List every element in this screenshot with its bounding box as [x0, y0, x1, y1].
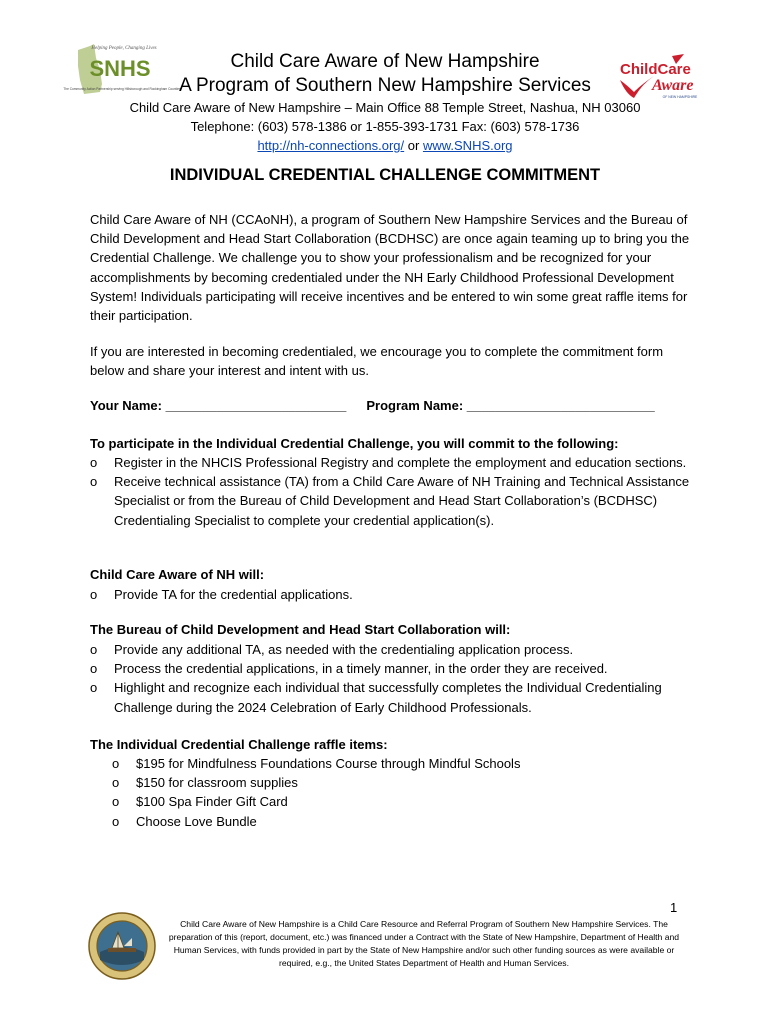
- list-item-text: Register in the NHCIS Professional Registry and complete the employment and education sections.: [114, 455, 687, 470]
- bullet-icon: o: [90, 661, 98, 677]
- bullet-icon: o: [112, 794, 120, 810]
- snhs-link[interactable]: www.SNHS.org: [422, 138, 513, 153]
- bullet-icon: o: [90, 474, 98, 490]
- list-item: [90, 453, 690, 472]
- links-line: [0, 137, 770, 155]
- links-separator: or: [404, 138, 423, 153]
- bullet-icon: o: [112, 775, 120, 791]
- bureau-heading: The Bureau of Child Development and Head Start Collaboration will:: [90, 622, 511, 637]
- nh-state-seal-icon: [88, 912, 156, 980]
- list-item: [90, 678, 690, 716]
- bullet-icon: o: [90, 587, 98, 602]
- bullet-icon: o: [90, 680, 98, 696]
- list-item-text: Receive technical assistance (TA) from a Child Care Aware of NH Training and Technical Assistance Specialist or from the Bureau of Child Development and Head Start Collaboration’s (BCDHSC) Credentialing Specialist to complete your credential application(s).: [114, 474, 690, 528]
- raffle-list: [112, 754, 672, 831]
- commit-heading: To participate in the Individual Credential Challenge, you will commit to the following:: [90, 436, 619, 451]
- commit-list: [90, 453, 690, 530]
- phone-line: Telephone: (603) 578-1386 or 1-855-393-1731 Fax: (603) 578-1736: [190, 119, 580, 134]
- list-item-text: Choose Love Bundle: [136, 813, 257, 829]
- program-name-field[interactable]: Program Name: __________________________: [366, 398, 655, 413]
- list-item: [112, 773, 672, 792]
- list-item: [112, 812, 672, 831]
- list-item-text: Highlight and recognize each individual that successfully completes the Individual Credentialing Challenge during the 2024 Celebration of Early Childhood Professionals.: [114, 680, 662, 715]
- ccaware-heading: Child Care Aware of NH will:: [90, 567, 265, 582]
- bullet-icon: o: [112, 756, 120, 771]
- ccaware-list: [90, 585, 690, 604]
- list-item-text: $195 for Mindfulness Foundations Course through Mindful Schools: [136, 756, 521, 771]
- list-item-text: $150 for classroom supplies: [136, 775, 298, 791]
- snhs-name: SNHS: [89, 56, 151, 81]
- cca-name-top: ChildCare: [620, 61, 691, 78]
- org-title: Child Care Aware of New Hampshire: [230, 51, 540, 72]
- list-item: [90, 640, 690, 659]
- list-item: [112, 754, 672, 773]
- org-subtitle: A Program of Southern New Hampshire Services: [179, 75, 591, 96]
- bullet-icon: o: [112, 813, 120, 829]
- nh-connections-link[interactable]: http://nh-connections.org/: [257, 138, 405, 153]
- bullet-icon: o: [90, 455, 98, 470]
- snhs-subtext: The Community Action Partnership serving Hillsborough and Rockingham Counties: [63, 87, 181, 91]
- footer-disclaimer: Child Care Aware of New Hampshire is a Child Care Resource and Referral Program of Southern New Hampshire Services. The preparation of this (report, document, etc.) was financed under a Contract with the State of New Hampshire, Department of Health and Human Services, with funds provided in part by the State of New Hampshire and/or such other funding sources as were available or required, e.g., the United States Department of Health and Human Services.: [168, 919, 680, 968]
- your-name-field[interactable]: Your Name: _________________________: [90, 398, 347, 413]
- office-address: Child Care Aware of New Hampshire – Main Office 88 Temple Street, Nashua, NH 03060: [129, 100, 641, 115]
- list-item: [112, 792, 672, 811]
- list-item-text: Provide TA for the credential applications.: [114, 587, 353, 602]
- list-item-text: Provide any additional TA, as needed with the credentialing application process.: [114, 642, 574, 657]
- raffle-heading: The Individual Credential Challenge raffle items:: [90, 737, 388, 752]
- list-item: [90, 585, 690, 604]
- snhs-tagline: Helping People, Changing Lives: [91, 46, 157, 51]
- cca-sub: OF NEW HAMPSHIRE: [662, 95, 698, 99]
- list-item: [90, 472, 690, 530]
- interest-paragraph: If you are interested in becoming credentialed, we encourage you to complete the commitment form below and share your interest and intent with us.: [90, 344, 664, 379]
- cca-name-bottom: Aware: [652, 77, 694, 94]
- document-title: INDIVIDUAL CREDENTIAL CHALLENGE COMMITMENT: [169, 166, 601, 184]
- bullet-icon: o: [90, 642, 98, 657]
- name-form-row: [90, 398, 655, 413]
- list-item-text: Process the credential applications, in a timely manner, in the order they are received.: [114, 661, 608, 677]
- intro-paragraph: Child Care Aware of NH (CCAoNH), a program of Southern New Hampshire Services and the Bureau of Child Development and Head Start Collaboration (BCDHSC) are once again teaming up to bring you the Credential Challenge. We challenge you to show your professionalism and be recognized for your accomplishments by becoming credentialed under the NH Early Childhood Professional Development System! Individuals participating will receive incentives and be entered to win some great raffle items for their participation.: [90, 212, 690, 324]
- list-item-text: $100 Spa Finder Gift Card: [136, 794, 288, 810]
- list-item: [90, 659, 690, 678]
- bureau-list: [90, 640, 690, 717]
- page-number: 1: [670, 900, 678, 915]
